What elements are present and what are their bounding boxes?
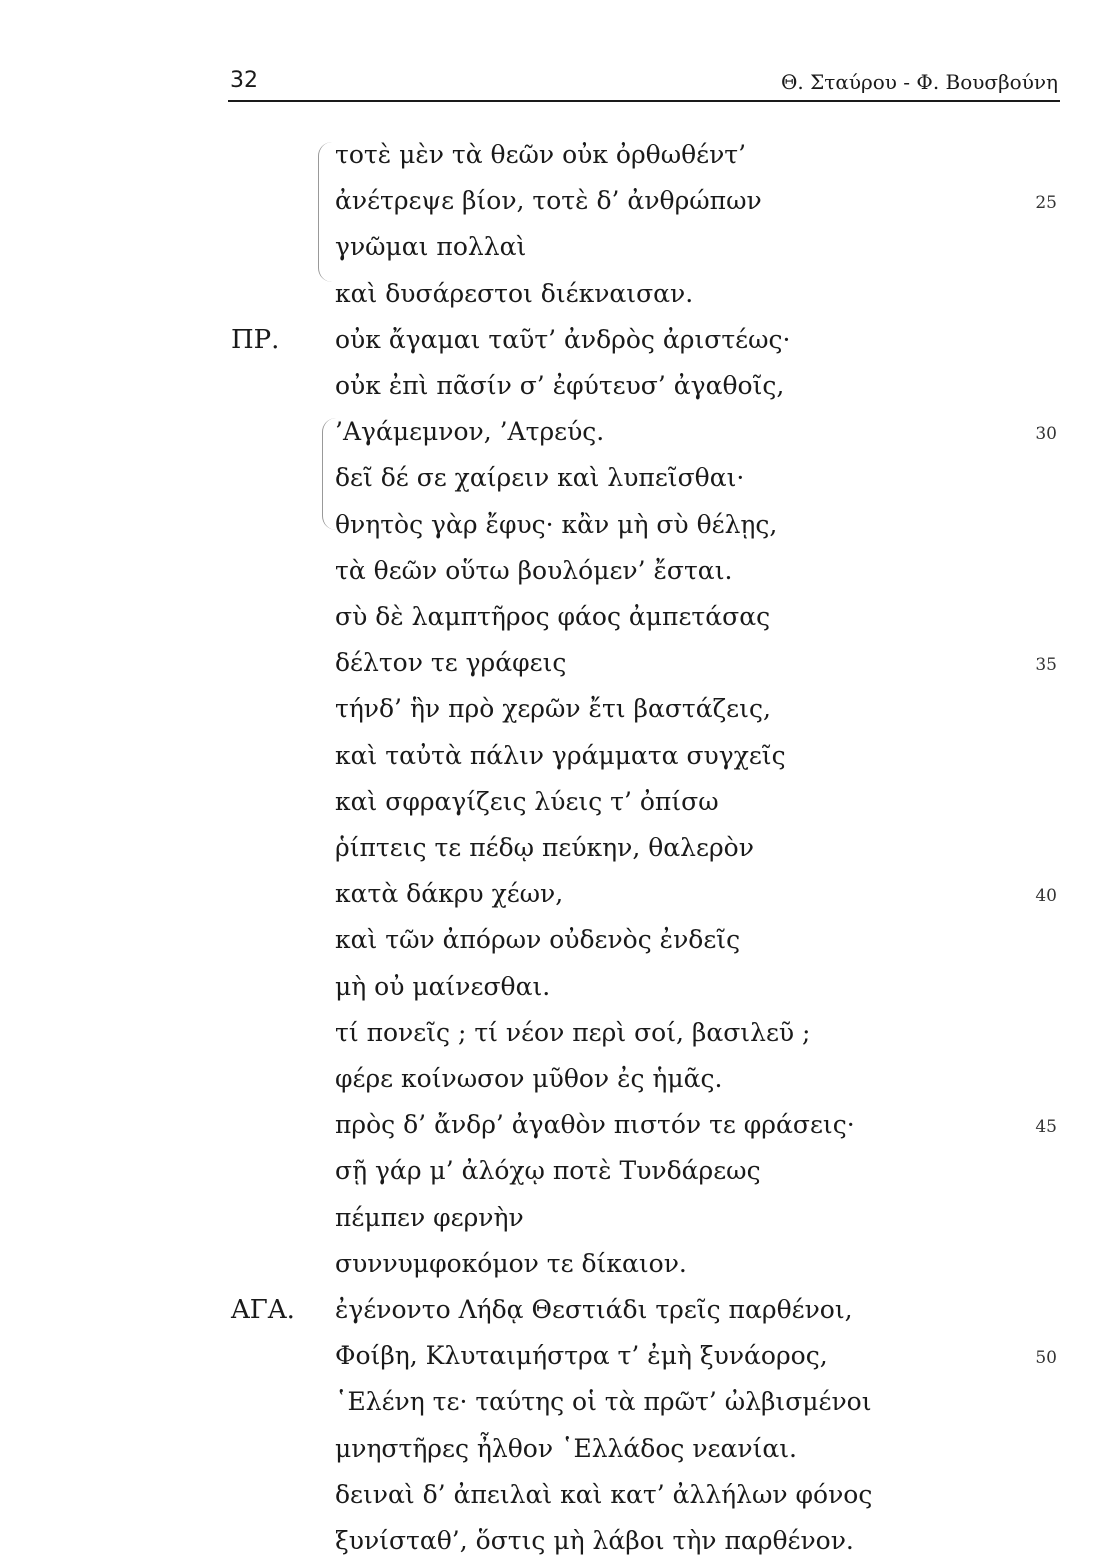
- speaker-label: ΠΡ.: [231, 324, 280, 355]
- verse-line: σῇ γάρ μ’ ἀλόχῳ ποτὲ Τυνδάρεως: [335, 1156, 761, 1186]
- line-number: 25: [1035, 193, 1057, 214]
- verse-line: καὶ δυσάρεστοι διέκναισαν.: [335, 278, 694, 308]
- verse-line: μνηστῆρες ἦλθον ῾Ελλάδος νεανίαι.: [335, 1433, 797, 1463]
- verse-line: γνῶμαι πολλαὶ: [335, 232, 527, 262]
- verse-line: δεῖ δέ σε χαίρειν καὶ λυπεῖσθαι·: [335, 463, 745, 493]
- verse-line: πρὸς δ’ ἄνδρ’ ἀγαθὸν πιστόν τε φράσεις·: [335, 1110, 855, 1140]
- verse-line: τὰ θεῶν οὕτω βουλόμεν’ ἔσται.: [335, 555, 733, 585]
- verse-line: φέρε κοίνωσον μῦθον ἐς ἡμᾶς.: [335, 1064, 723, 1093]
- verse-line: οὐκ ἄγαμαι ταῦτ’ ἀνδρὸς ἀριστέως·: [335, 324, 791, 354]
- verse-line: Φοίβη, Κλυταιμήστρα τ’ ἐμὴ ξυνάορος,: [335, 1341, 828, 1371]
- line-number: 35: [1035, 655, 1057, 676]
- verse-line: καὶ σφραγίζεις λύεις τ’ ὀπίσω: [335, 786, 719, 816]
- verse-line: οὐκ ἐπὶ πᾶσίν σ’ ἐφύτευσ’ ἀγαθοῖς,: [335, 371, 785, 400]
- running-head: Θ. Σταύρου - Φ. Βουσβούνη: [781, 70, 1058, 94]
- line-number: 30: [1035, 424, 1057, 445]
- line-number: 40: [1035, 886, 1057, 907]
- verse-line: καὶ τῶν ἀπόρων οὐδενὸς ἐνδεῖς: [335, 925, 741, 955]
- speaker-label: ΑΓΑ.: [231, 1295, 295, 1325]
- verse-line: τήνδ’ ἣν πρὸ χερῶν ἔτι βαστάζεις,: [335, 694, 771, 724]
- verse-line: μὴ οὐ μαίνεσθαι.: [335, 971, 551, 1001]
- verse-line: τί πονεῖς ; τί νέον περὶ σοί, βασιλεῦ ;: [335, 1017, 811, 1047]
- verse-line: συννυμφοκόμον τε δίκαιον.: [335, 1248, 687, 1278]
- verse-line: ῾Ελένη τε· ταύτης οἱ τὰ πρῶτ’ ὠλβισμένοι: [335, 1387, 872, 1417]
- verse-line: θνητὸς γὰρ ἔφυς· κἂν μὴ σὺ θέλῃς,: [335, 509, 778, 539]
- line-number: 45: [1035, 1117, 1057, 1138]
- verse-line: πέμπεν φερνὴν: [335, 1202, 524, 1232]
- verse-line: τοτὲ μὲν τὰ θεῶν οὐκ ὀρθωθέντ’: [335, 140, 747, 169]
- verse-line: ξυνίσταθ’, ὅστις μὴ λάβοι τὴν παρθένον.: [335, 1526, 854, 1555]
- verse-line: ’Αγάμεμνον, ’Ατρεύς.: [335, 417, 605, 447]
- line-number: 50: [1035, 1348, 1057, 1369]
- page-number: 32: [230, 68, 258, 93]
- verse-line: σὺ δὲ λαμπτῆρος φάος ἀμπετάσας: [335, 602, 771, 631]
- verse-line: ῥίπτεις τε πέδῳ πεύκην, θαλερὸν: [335, 833, 754, 862]
- verse-line: δέλτον τε γράφεις: [335, 648, 567, 678]
- verse-line: καὶ ταὐτὰ πάλιν γράμματα συγχεῖς: [335, 740, 786, 770]
- verse-line: δειναὶ δ’ ἀπειλαὶ καὶ κατ’ ἀλλήλων φόνος: [335, 1479, 873, 1509]
- verse-line: ἀνέτρεψε βίον, τοτὲ δ’ ἀνθρώπων: [335, 186, 762, 216]
- verse-line: κατὰ δάκρυ χέων,: [335, 879, 564, 909]
- verse-line: ἐγένοντο Λήδᾳ Θεστιάδι τρεῖς παρθένοι,: [335, 1295, 853, 1324]
